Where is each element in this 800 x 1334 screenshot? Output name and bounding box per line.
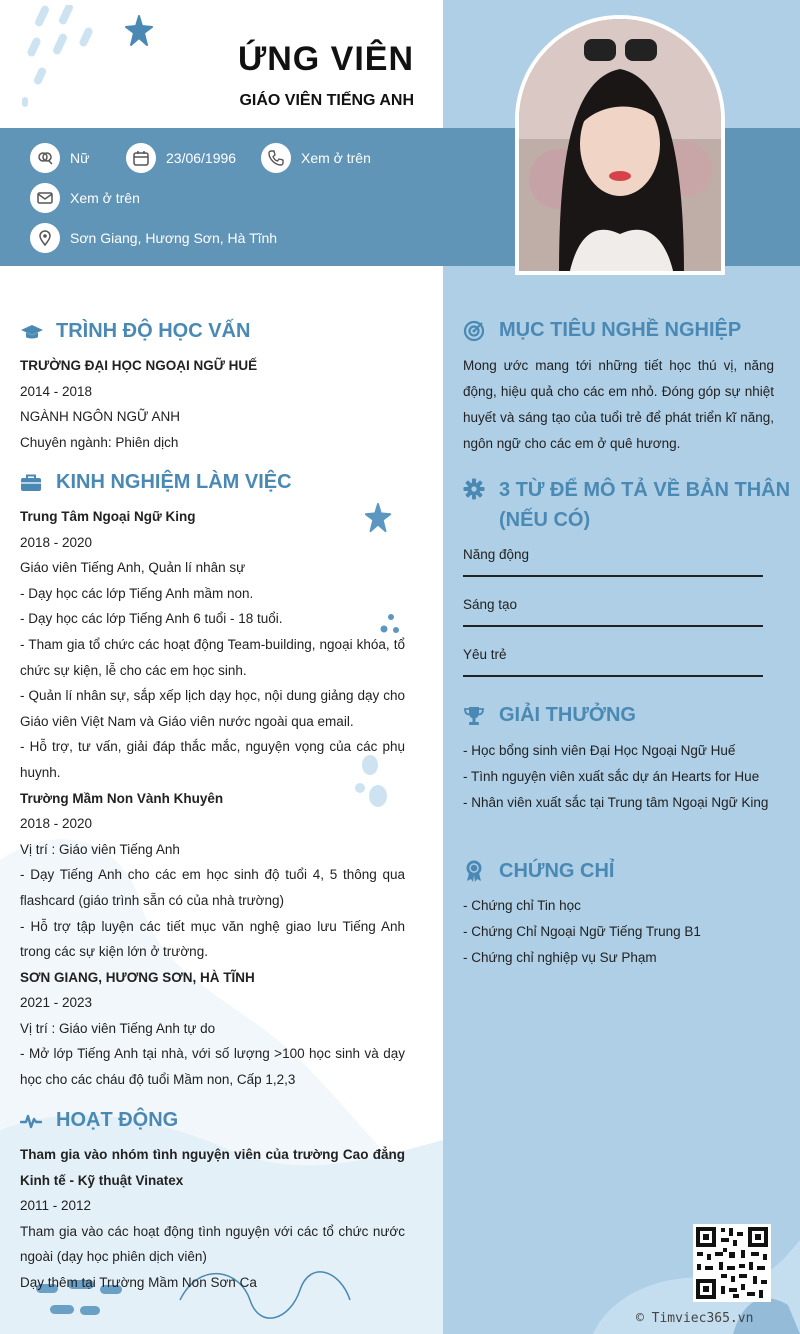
awards-content	[463, 738, 774, 816]
skill-bar	[463, 625, 763, 627]
certificate-item: - Chứng chỉ nghiệp vụ Sư Phạm	[463, 950, 657, 965]
awards-section-title: GIẢI THƯỞNG	[463, 704, 636, 727]
experience-duty: - Dạy học các lớp Tiếng Anh mầm non.	[20, 585, 254, 601]
phone-info	[261, 143, 371, 173]
experience-years-1: 2018 - 2020	[20, 534, 93, 550]
activity-group: Tham gia vào nhóm tình nguyện viên của trường Cao đẳng Kinh tế - Kỹ thuật Vinatex	[20, 1147, 405, 1188]
certificate-item: - Chứng Chỉ Ngoại Ngữ Tiếng Trung B1	[463, 924, 701, 939]
certificates-section-title: CHỨNG CHỈ	[463, 859, 614, 883]
activity-description: Dạy thêm tại Trường Mầm Non Sơn Ca	[20, 1274, 257, 1290]
qr-code[interactable]	[693, 1224, 771, 1302]
email-icon	[30, 183, 60, 213]
gender-info	[30, 143, 89, 173]
pulse-icon	[20, 1112, 46, 1130]
activities-content	[20, 1142, 405, 1296]
address-info	[30, 223, 277, 253]
trophy-icon	[463, 705, 489, 727]
education-specialization: Chuyên ngành: Phiên dịch	[20, 434, 179, 450]
experience-duty: - Dạy Tiếng Anh cho các em học sinh độ tuổi 4, 5 thông qua flashcard (giáo trình sẵn có của nhà trường)	[20, 867, 405, 908]
activities-section-title: HOẠT ĐỘNG	[20, 1109, 178, 1132]
medal-icon	[463, 859, 489, 883]
experience-duty: - Mở lớp Tiếng Anh tại nhà, với số lượng >100 học sinh và dạy học cho các cháu độ tuổi Mầm non, Cấp 1,2,3	[20, 1046, 405, 1088]
experience-duty: - Dạy học các lớp Tiếng Anh 6 tuổi - 18 tuổi.	[20, 611, 283, 627]
briefcase-icon	[20, 473, 46, 493]
experience-years-3: 2021 - 2023	[20, 995, 93, 1011]
skill-bar	[463, 575, 763, 577]
education-school: TRƯỜNG ĐẠI HỌC NGOẠI NGỮ HUẾ	[20, 358, 258, 373]
experience-years-2: 2018 - 2020	[20, 816, 93, 832]
rain-decoration	[18, 5, 128, 115]
certificate-item: - Chứng chỉ Tin học	[463, 898, 581, 913]
graduation-cap-icon	[20, 322, 46, 342]
gear-icon	[463, 478, 489, 500]
candidate-name: ỨNG VIÊN	[237, 40, 414, 78]
experience-duty: - Tham gia tổ chức các hoạt động Team-building, ngoại khóa, tổ chức sự kiện, lễ cho các em học sinh.	[20, 636, 405, 678]
phone-icon	[261, 143, 291, 173]
email-value[interactable]: Xem ở trên	[70, 190, 140, 206]
skill-bar	[463, 675, 763, 677]
education-major: NGÀNH NGÔN NGỮ ANH	[20, 409, 181, 425]
experience-role-3: Vị trí : Giáo viên Tiếng Anh tự do	[20, 1020, 216, 1036]
address-value: Sơn Giang, Hương Sơn, Hà Tĩnh	[70, 230, 278, 246]
activity-years: 2011 - 2012	[20, 1198, 92, 1214]
award-item: - Học bổng sinh viên Đại Học Ngoại Ngữ Huế	[463, 743, 736, 758]
experience-role-1: Giáo viên Tiếng Anh, Quản lí nhân sự	[20, 560, 246, 576]
gender-value: Nữ	[70, 150, 90, 166]
gender-icon	[30, 143, 60, 173]
birthday-value: 23/06/1996	[166, 150, 237, 166]
skill-label: Yêu trẻ	[463, 647, 507, 662]
profile-photo	[515, 15, 725, 275]
award-item: - Tình nguyện viên xuất sắc dự án Hearts for Hue	[463, 769, 760, 784]
star-decoration	[124, 14, 154, 48]
experience-company-1: Trung Tâm Ngoại Ngữ King	[20, 509, 196, 524]
experience-duty: - Hỗ trợ, tư vấn, giải đáp thắc mắc, nguyện vọng của các phụ huynh.	[20, 739, 405, 780]
skill-label: Sáng tạo	[463, 597, 518, 612]
three-words-section-title: 3 TỪ ĐỂ MÔ TẢ VỀ BẢN THÂN (NẾU CÓ)	[463, 475, 790, 535]
experience-content	[20, 504, 405, 1093]
footer-watermark: © Timviec365.vn	[636, 1311, 754, 1326]
education-content	[20, 353, 405, 455]
experience-role-2: Vị trí : Giáo viên Tiếng Anh	[20, 841, 180, 857]
email-info	[30, 183, 140, 213]
location-icon	[30, 223, 60, 253]
objective-text: Mong ước mang tới những tiết học thú vị, năng động, hiệu quả cho các em nhỏ. Đóng góp sự nhiệt huyết và sáng tạo của tuổi trẻ để phát triển kĩ năng, ngôn ngữ cho các em ở quê hương.	[463, 358, 774, 451]
activity-description: Tham gia vào các hoạt động tình nguyện với các tổ chức nước ngoài (dạy học phiên dịch viên)	[20, 1223, 405, 1265]
experience-duty: - Quản lí nhân sự, sắp xếp lịch dạy học, nội dung giảng dạy cho Giáo viên Việt Nam và Giáo viên nước ngoài qua email.	[20, 688, 405, 729]
experience-section-title: KINH NGHIỆM LÀM VIỆC	[20, 471, 292, 494]
objective-section-title: MỤC TIÊU NGHỀ NGHIỆP	[463, 319, 741, 342]
certificates-content	[463, 893, 774, 971]
calendar-icon	[126, 143, 156, 173]
target-icon	[463, 320, 489, 342]
experience-company-2: Trường Mầm Non Vành Khuyên	[20, 790, 224, 806]
award-item: - Nhân viên xuất sắc tại Trung tâm Ngoại Ngữ King	[463, 795, 769, 810]
experience-company-3: SƠN GIANG, HƯƠNG SƠN, HÀ TĨNH	[20, 969, 255, 985]
education-section-title: TRÌNH ĐỘ HỌC VẤN	[20, 320, 250, 343]
experience-duty: - Hỗ trợ tập luyện các tiết mục văn nghệ giao lưu Tiếng Anh trong các sự kiện lớn ở trường.	[20, 918, 405, 960]
birthday-info	[126, 143, 236, 173]
phone-value[interactable]: Xem ở trên	[301, 150, 371, 166]
candidate-position: GIÁO VIÊN TIẾNG ANH	[239, 92, 414, 109]
skill-label: Năng động	[463, 547, 530, 562]
education-years: 2014 - 2018	[20, 383, 93, 399]
